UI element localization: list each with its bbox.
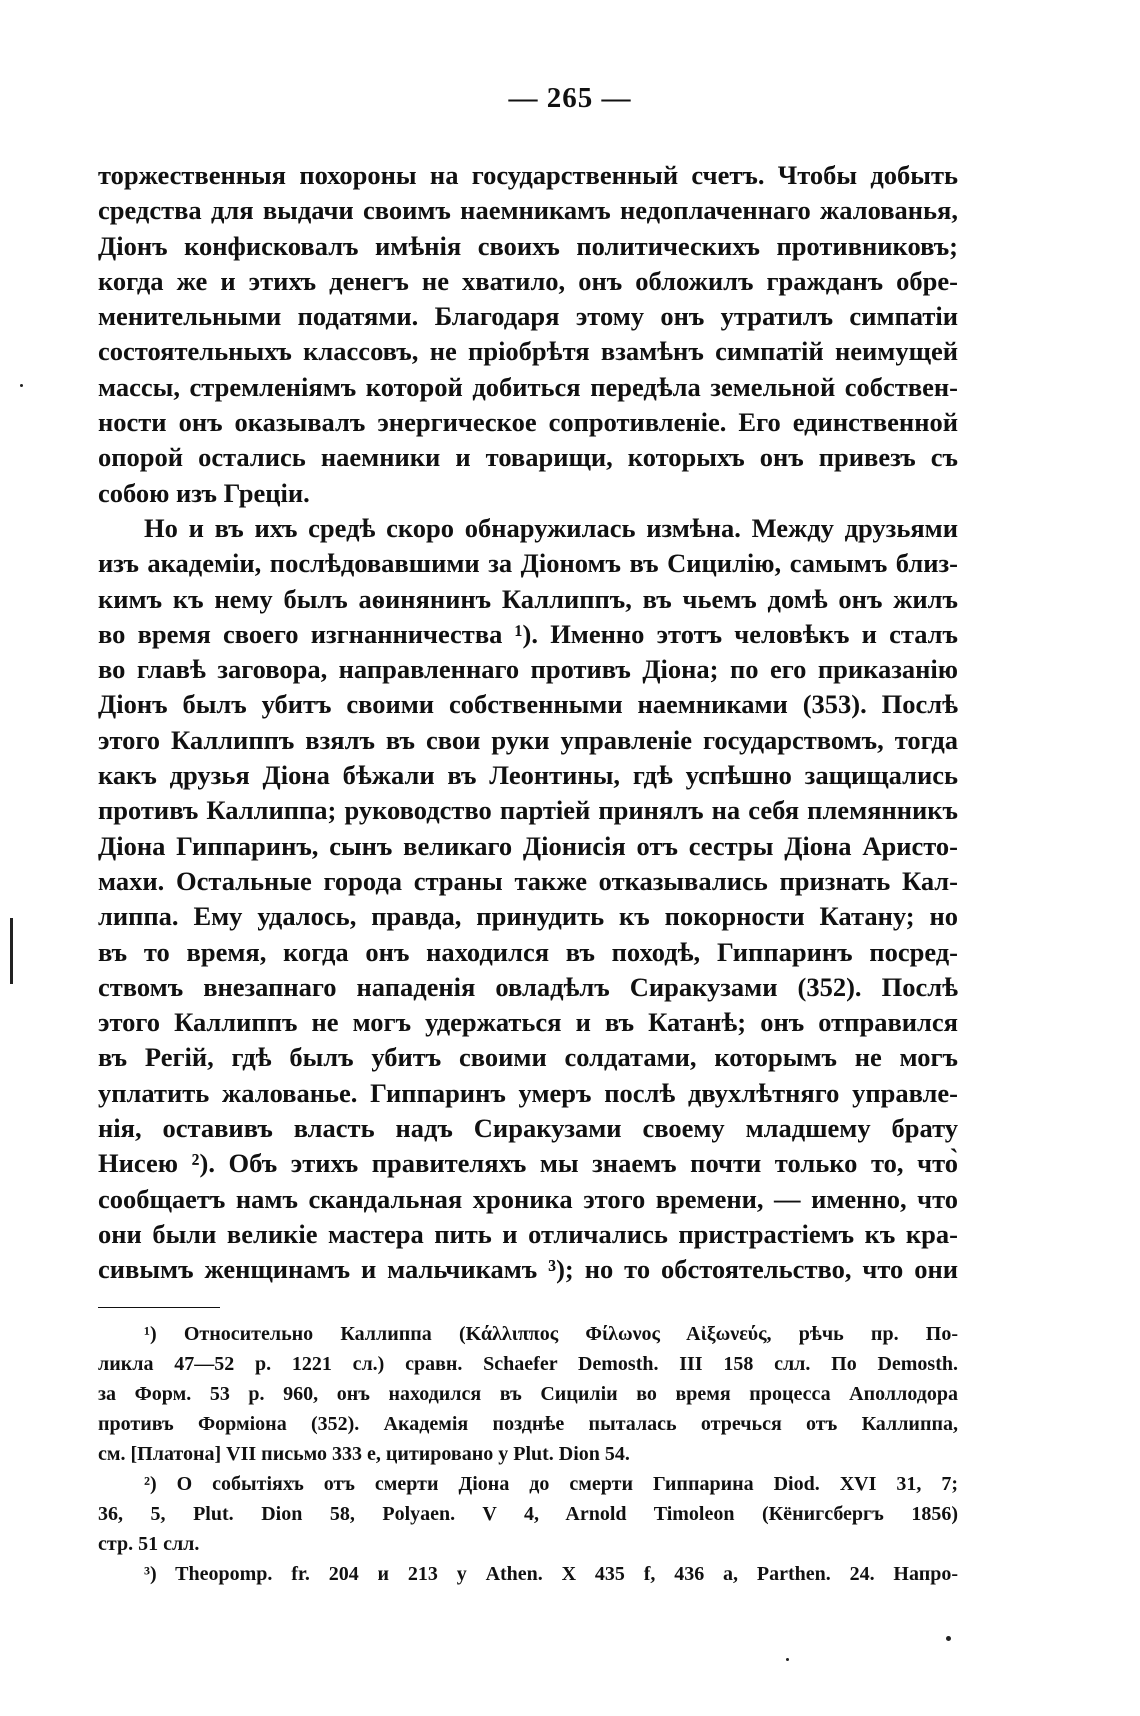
footnote-line: стр. 51 слл. <box>98 1533 200 1555</box>
text-line: Діонъ конфисковалъ имѣнія своихъ политическихъ противниковъ; <box>98 230 958 261</box>
text-line: липпа. Ему удалось, правда, принудить къ покорности Катану; но <box>98 901 958 932</box>
footnote-line: ликла 47—52 р. 1221 сл.) сравн. Schaefer Demosth. III 158 слл. По Demosth. <box>98 1353 958 1375</box>
text-line: кимъ къ нему былъ аѳинянинъ Каллиппъ, въ чьемъ домѣ онъ жилъ <box>98 583 958 614</box>
text-line: нія, оставивъ власть надъ Сиракузами своему младшему брату <box>98 1113 958 1144</box>
text-line: изъ академіи, послѣдовавшими за Діономъ въ Сицилію, самымъ близ- <box>98 548 958 579</box>
text-line: торжественныя похороны на государственный счетъ. Чтобы добыть <box>98 160 958 190</box>
text-line: состоятельныхъ классовъ, не пріобрѣтя взамѣнъ симпатій неимущей <box>98 336 958 367</box>
text-line: Но и въ ихъ средѣ скоро обнаружилась измѣна. Между друзьями <box>144 512 958 543</box>
footnote-line: см. [Платона] VII письмо 333 e, цитировано у Plut. Dion 54. <box>98 1443 630 1465</box>
text-line: во время своего изгнанничества ¹). Именно этотъ человѣкъ и сталъ <box>98 618 958 649</box>
scan-margin-mark <box>10 918 13 984</box>
scan-speck <box>946 1636 951 1641</box>
footnote-line: противъ Формiона (352). Академія позднѣе пыталась отречься отъ Каллиппа, <box>98 1413 958 1435</box>
footnote-line: 36, 5, Plut. Dion 58, Polyaen. V 4, Arnold Timoleon (Кёнигсбергъ 1856) <box>98 1503 958 1525</box>
text-line: уплатить жалованье. Гиппаринъ умеръ послѣ двухлѣтняго управле- <box>98 1077 958 1108</box>
text-line: ности онъ оказывалъ энергическое сопротивленіе. Его единственной <box>98 407 958 438</box>
text-line: сообщаетъ намъ скандальная хроника этого времени, — именно, что <box>98 1183 958 1214</box>
text-line: когда же и этихъ денегъ не хватило, онъ обложилъ гражданъ обре- <box>98 265 958 296</box>
text-line: Нисею ²). Объ этихъ правителяхъ мы знаемъ почти только то, что̀ <box>98 1148 958 1179</box>
scan-speck <box>786 1658 789 1661</box>
footnote-rule <box>98 1307 220 1308</box>
text-line: сивымъ женщинамъ и мальчикамъ ³); но то обстоятельство, что они <box>98 1254 958 1285</box>
text-line: во главѣ заговора, направленнаго противъ Діона; по его приказанію <box>98 654 958 685</box>
page-number: — 265 — <box>508 82 632 114</box>
text-line: противъ Каллиппа; руководство партіей принялъ на себя племянникъ <box>98 795 958 826</box>
text-line: ствомъ внезапнаго нападенія овладѣлъ Сиракузами (352). Послѣ <box>98 971 958 1002</box>
text-line: менительными податями. Благодаря этому онъ утратилъ симпатіи <box>98 301 958 332</box>
text-line: въ то время, когда онъ находился въ походѣ, Гиппаринъ посред- <box>98 936 958 967</box>
text-line: они были великіе мастера пить и отличались пристрастіемъ къ кра- <box>98 1218 958 1249</box>
text-line: средства для выдачи своимъ наемникамъ недоплаченнаго жалованья, <box>98 195 958 226</box>
main-text <box>98 158 958 1288</box>
text-line: Діона Гиппаринъ, сынъ великаго Діонисія отъ сестры Діона Аристо- <box>98 830 958 861</box>
scan-speck <box>20 384 23 387</box>
text-line: этого Каллиппъ взялъ въ свои руки управленіе государствомъ, тогда <box>98 724 958 755</box>
text-line: опорой остались наемники и товарищи, которыхъ онъ привезъ съ <box>98 442 958 473</box>
footnote-line: за Форм. 53 р. 960, онъ находился въ Сициліи во время процесса Аполлодора <box>98 1383 958 1405</box>
text-line: махи. Остальные города страны также отказывались признать Кал- <box>98 865 958 896</box>
text-line: собою изъ Греціи. <box>98 477 310 508</box>
footnote-line: ³) Theopomp. fr. 204 и 213 у Athen. X 435 f, 436 a, Parthen. 24. Напро- <box>144 1563 958 1585</box>
text-line: массы, стремленіямъ которой добиться передѣла земельной собствен- <box>98 371 958 402</box>
footnote-line: ¹) Относительно Каллиппа (Κάλλιππος Φίλωνος Αἰξωνεύς, рѣчь пр. По- <box>144 1323 958 1345</box>
text-line: какъ друзья Діона бѣжали въ Леонтины, гдѣ успѣшно защищались <box>98 760 958 791</box>
footnote-line: ²) О событіяхъ отъ смерти Діона до смерти Гиппарина Diod. XVI 31, 7; <box>144 1473 958 1495</box>
text-line: Діонъ былъ убитъ своими собственными наемниками (353). Послѣ <box>98 689 958 720</box>
text-line: этого Каллиппъ не могъ удержаться и въ Катанѣ; онъ отправился <box>98 1007 958 1038</box>
footnotes <box>98 1319 958 1589</box>
text-line: въ Регій, гдѣ былъ убитъ своими солдатами, которымъ не могъ <box>98 1042 958 1073</box>
